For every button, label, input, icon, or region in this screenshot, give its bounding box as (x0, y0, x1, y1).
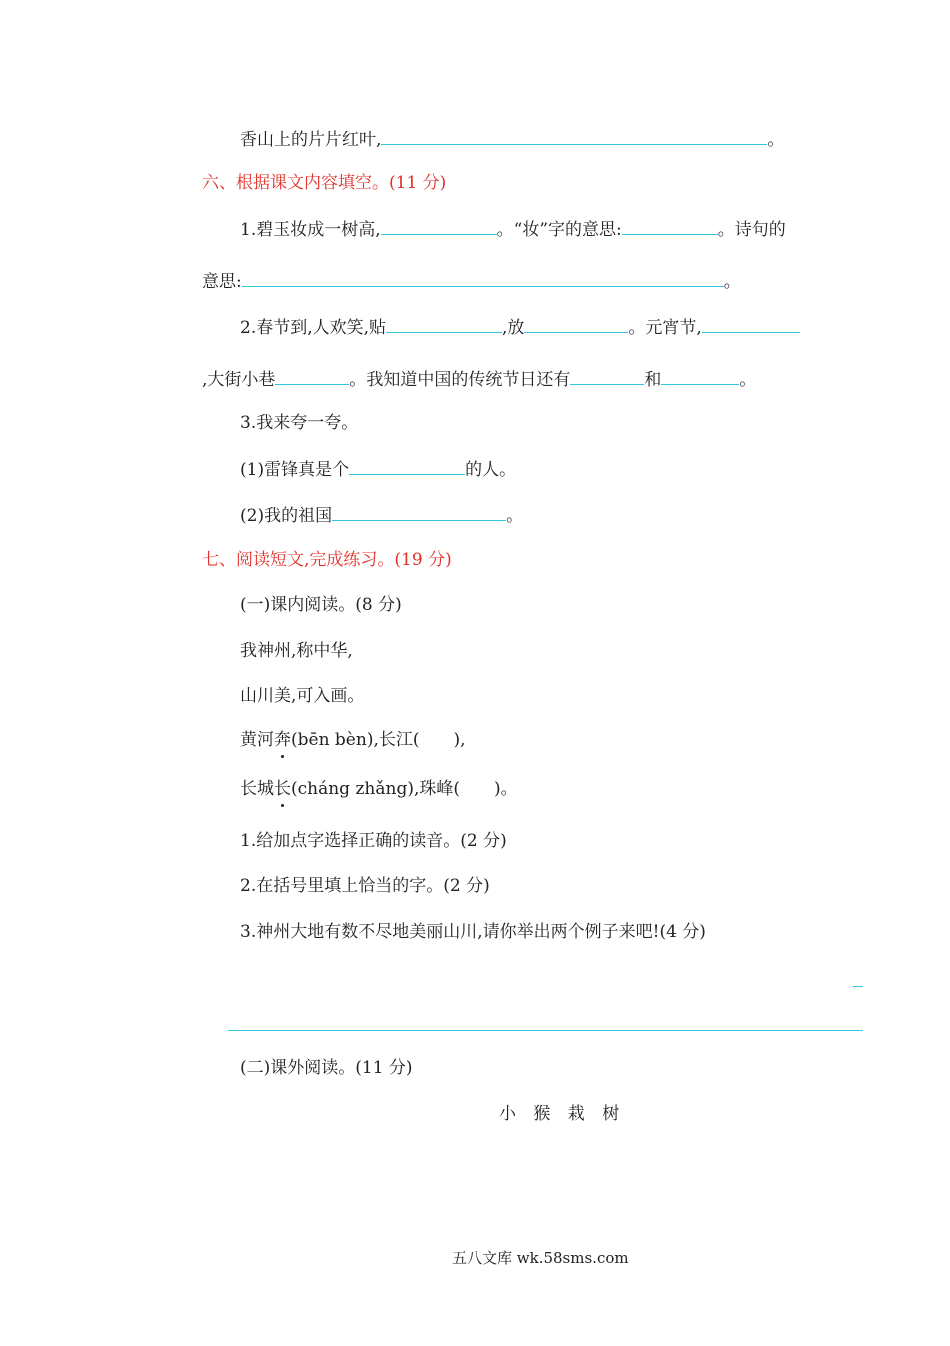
answer-blank[interactable] (622, 216, 718, 235)
story-title: 小 猴 栽 树 (499, 1104, 626, 1124)
s6-q3-2: (2)我的祖国 。 (240, 502, 523, 528)
poem-line3: 黄河奔(bēn bèn),长江( ), (240, 730, 466, 750)
answer-blank[interactable] (275, 366, 349, 385)
s6-q3: 3.我来夸一夸。 (240, 413, 359, 433)
footer-watermark: 五八文库 wk.58sms.com (452, 1249, 629, 1267)
answer-blank[interactable] (381, 126, 767, 145)
answer-blank[interactable] (570, 366, 644, 385)
answer-line[interactable] (228, 1030, 863, 1031)
s7-part1: (一)课内阅读。(8 分) (240, 595, 402, 615)
section6-heading: 六、根据课文内容填空。(11 分) (202, 173, 447, 193)
answer-blank[interactable] (524, 314, 628, 333)
s6-q3-1: (1)雷锋真是个 的人。 (240, 456, 516, 482)
answer-blank[interactable] (242, 268, 724, 287)
section7-heading: 七、阅读短文,完成练习。(19 分) (202, 550, 452, 570)
answer-blank[interactable] (702, 314, 800, 333)
poem-line2: 山川美,可入画。 (240, 686, 365, 706)
answer-line-stub[interactable] (853, 986, 863, 987)
s6-q2-line2: ,大街小巷 。我知道中国的传统节日还有 和 。 (202, 366, 756, 392)
top-line: 香山上的片片红叶, 。 (240, 126, 784, 152)
dotted-char: 长 (274, 779, 291, 799)
answer-blank[interactable] (386, 314, 502, 333)
dotted-char: 奔 (274, 730, 291, 750)
answer-blank[interactable] (349, 456, 465, 475)
answer-blank[interactable] (332, 502, 506, 521)
s7-q2: 2.在括号里填上恰当的字。(2 分) (240, 876, 490, 896)
answer-blank[interactable] (661, 366, 739, 385)
poem-line1: 我神州,称中华, (240, 641, 353, 661)
poem-line4: 长城长(cháng zhǎng),珠峰( )。 (240, 779, 518, 799)
s6-q2-line1: 2.春节到,人欢笑,贴 ,放 。元宵节, (240, 314, 800, 340)
s6-q1-line1: 1.碧玉妆成一树高, 。“妆”字的意思: 。诗句的 (240, 216, 786, 242)
s7-q1: 1.给加点字选择正确的读音。(2 分) (240, 831, 507, 851)
s7-part2: (二)课外阅读。(11 分) (240, 1058, 413, 1078)
s6-q1-line2: 意思: 。 (202, 268, 741, 294)
answer-blank[interactable] (381, 216, 497, 235)
s7-q3: 3.神州大地有数不尽地美丽山川,请你举出两个例子来吧!(4 分) (240, 922, 706, 942)
